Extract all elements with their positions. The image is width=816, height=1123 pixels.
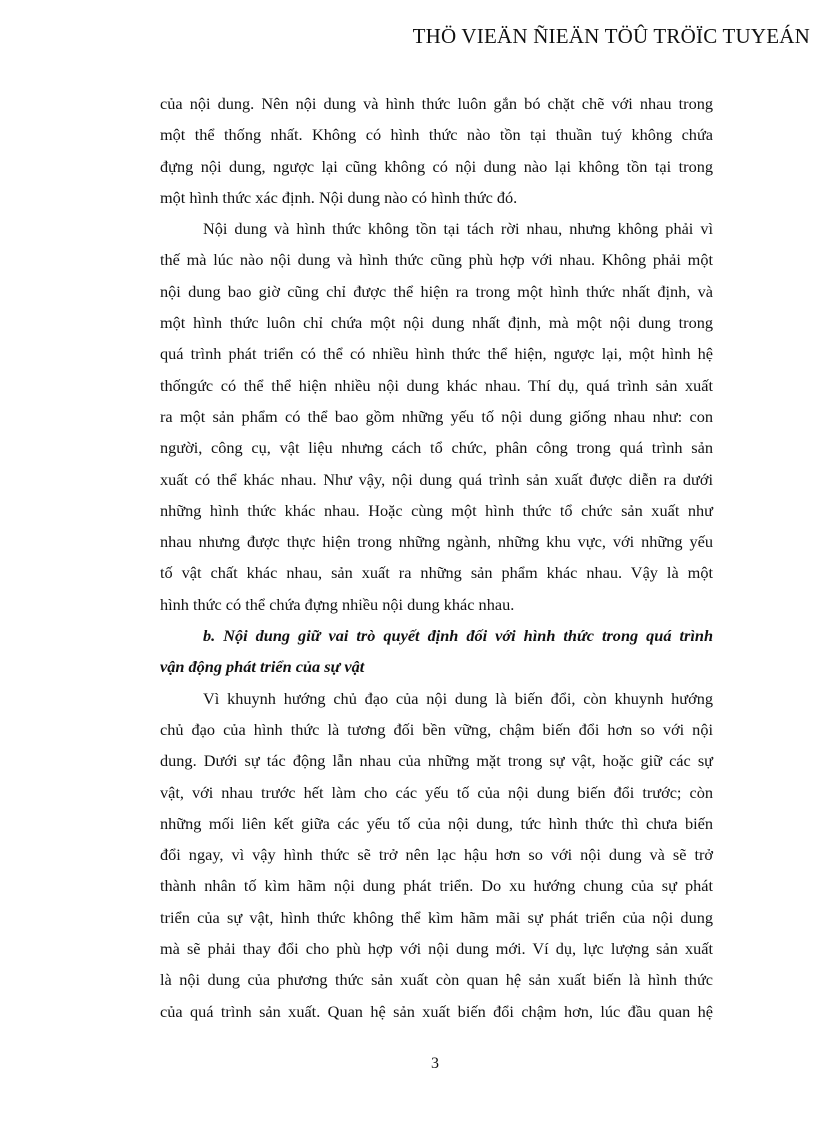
- text-line: quá trình phát triển có thể có nhiều hình thức thể hiện, ngược lại, một hình hệ: [160, 344, 713, 364]
- text-line: người, công cụ, vật liệu nhưng cách tổ chức, phân công trong quá trình sản: [160, 438, 713, 458]
- text-line: của quá trình sản xuất. Quan hệ sản xuất biến đổi chậm hơn, lúc đầu quan hệ: [160, 1001, 713, 1021]
- text-line: ra một sản phẩm có thể bao gồm những yếu tố nội dung giống nhau như: con: [160, 406, 713, 426]
- text-line: Vì khuynh hướng chủ đạo của nội dung là biến đổi, còn khuynh hướng: [203, 688, 713, 708]
- section-heading: b. Nội dung giữ vai trò quyết định đối với hình thức trong quá trình: [203, 626, 713, 646]
- text-line: thốngức có thể thể hiện nhiều nội dung khác nhau. Thí dụ, quá trình sản xuất: [160, 375, 713, 395]
- text-line: dung. Dưới sự tác động lẫn nhau của những mặt trong sự vật, hoặc giữ các sự: [160, 751, 713, 771]
- text-line: vật, với nhau trước hết làm cho các yếu tố của nội dung biến đổi trước; còn: [160, 782, 713, 802]
- page-header: THÖ VIEÄN ÑIEÄN TÖÛ TRÖÏC TUYEÁN: [412, 24, 810, 48]
- text-line: những mối liên kết giữa các yếu tố của nội dung, tức hình thức thì chưa biến: [160, 813, 713, 833]
- document-body: [160, 88, 713, 1027]
- text-line: một hình thức xác định. Nội dung nào có hình thức đó.: [160, 187, 518, 207]
- text-line: thành nhân tố kìm hãm nội dung phát triển. Do xu hướng chung của sự phát: [160, 876, 713, 896]
- text-line: triển của sự vật, hình thức không thể kìm hãm mãi sự phát triển của nội dung: [160, 907, 713, 927]
- page-number: 3: [431, 1055, 439, 1072]
- text-line: một thể thống nhất. Không có hình thức nào tồn tại thuần tuý không chứa: [160, 125, 713, 145]
- text-line: đổi ngay, vì vậy hình thức sẽ trở nên lạc hậu hơn so với nội dung và sẽ trở: [160, 845, 713, 865]
- text-line: xuất có thể khác nhau. Như vậy, nội dung quá trình sản xuất được diễn ra dưới: [160, 469, 713, 489]
- text-line: nhau nhưng được thực hiện trong những ngành, những khu vực, với những yếu: [160, 532, 713, 552]
- section-heading: vận động phát triển của sự vật: [160, 657, 365, 677]
- text-line: Nội dung và hình thức không tồn tại tách rời nhau, nhưng không phải vì: [203, 219, 713, 239]
- text-line: một hình thức luôn chỉ chứa một nội dung nhất định, mà một nội dung trong: [160, 313, 713, 333]
- text-line: những hình thức khác nhau. Hoặc cùng một hình thức tổ chức sản xuất như: [160, 500, 713, 520]
- text-line: nội dung bao giờ cũng chỉ được thể hiện ra trong một hình thức nhất định, và: [160, 281, 713, 301]
- text-line: chủ đạo của hình thức là tương đối bền vững, chậm biến đổi hơn so với nội: [160, 719, 713, 739]
- text-line: hình thức có thể chứa đựng nhiều nội dung khác nhau.: [160, 594, 515, 614]
- text-line: thế mà lúc nào nội dung và hình thức cũng phù hợp với nhau. Không phải một: [160, 250, 713, 270]
- text-line: mà sẽ phải thay đổi cho phù hợp với nội dung mới. Ví dụ, lực lượng sản xuất: [160, 939, 713, 959]
- text-line: là nội dung của phương thức sản xuất còn quan hệ sản xuất biến là hình thức: [160, 970, 713, 990]
- text-line: đựng nội dung, ngược lại cũng không có nội dung nào lại không tồn tại trong: [160, 156, 713, 176]
- text-line: tố vật chất khác nhau, sản xuất ra những sản phẩm khác nhau. Vậy là một: [160, 563, 713, 583]
- text-line: của nội dung. Nên nội dung và hình thức luôn gắn bó chặt chẽ với nhau trong: [160, 94, 713, 113]
